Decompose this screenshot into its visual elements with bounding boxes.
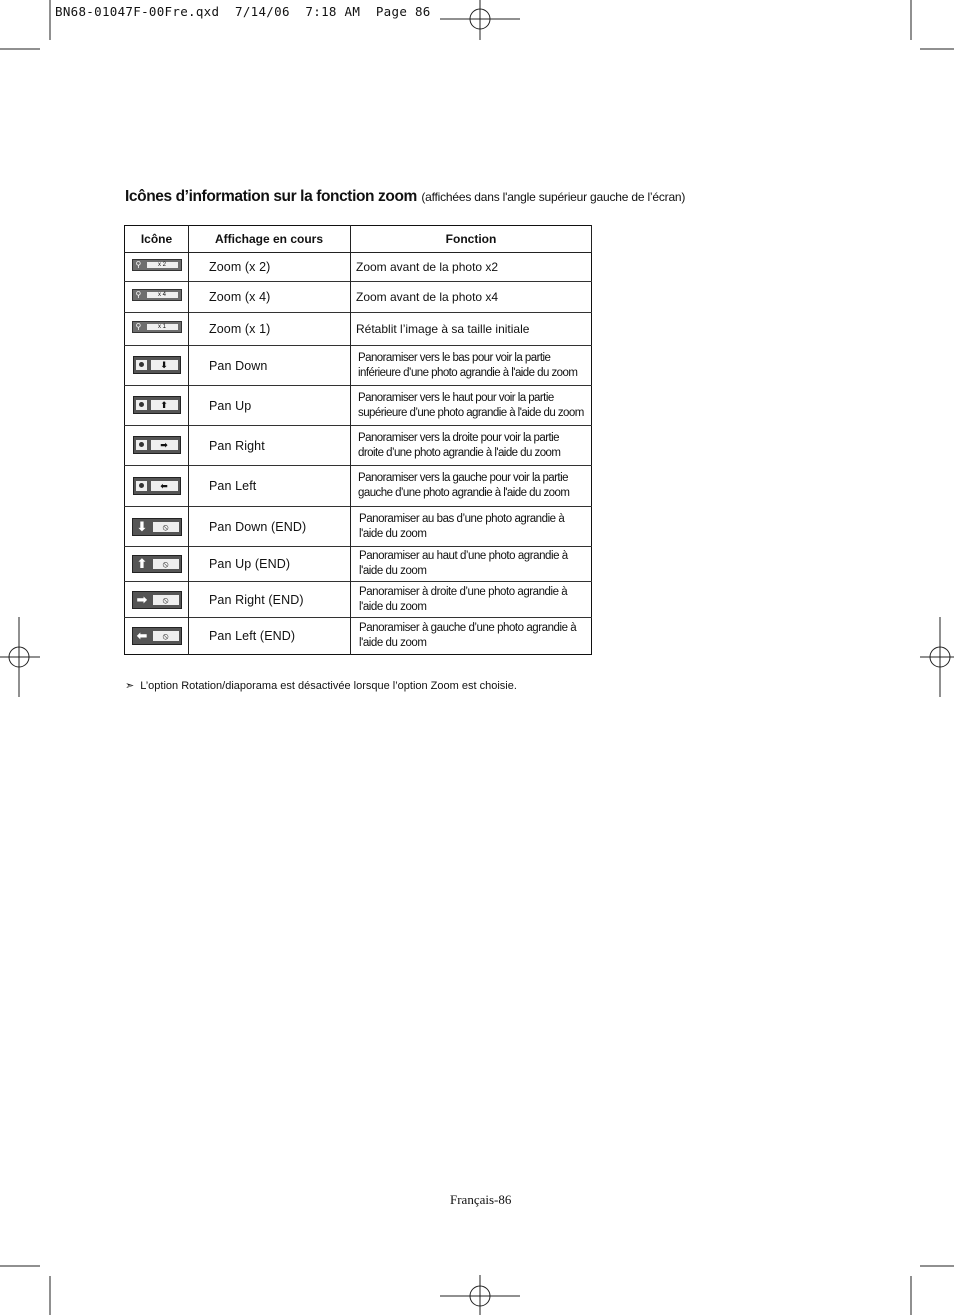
arrow-right-icon: ➡ xyxy=(151,440,178,450)
function-cell xyxy=(351,386,592,426)
zoom-x2-icon xyxy=(132,259,182,271)
table-row xyxy=(125,346,592,386)
function-text-line-1: Panoramiser à droite d’une photo agrandie à xyxy=(359,585,568,598)
table-row xyxy=(125,313,592,346)
function-text: Zoom avant de la photo x2 xyxy=(356,259,499,274)
zoom-x4-icon xyxy=(132,289,182,301)
column-header-function: Fonction xyxy=(351,226,592,253)
display-cell: Zoom (x 2) xyxy=(189,253,351,282)
note xyxy=(125,679,517,692)
function-cell xyxy=(351,582,592,618)
table-row xyxy=(125,466,592,507)
table-row xyxy=(125,582,592,618)
print-slug: BN68-01047F-00Fre.qxd 7/14/06 7:18 AM Page 86 xyxy=(55,4,431,19)
function-text-line-2: droite d’une photo agrandie à l'aide du zoom xyxy=(358,446,561,459)
display-cell: Pan Left (END) xyxy=(189,618,351,655)
display-cell: Zoom (x 1) xyxy=(189,313,351,346)
function-text-line-1: Panoramiser vers le haut pour voir la partie xyxy=(358,391,554,404)
magnifier-icon: ⚲ xyxy=(135,322,142,331)
function-cell xyxy=(351,507,592,547)
function-text-line-2: l'aide du zoom xyxy=(359,600,427,613)
function-cell xyxy=(351,426,592,466)
pan-down-end-icon xyxy=(132,518,182,536)
note-arrow-icon: ➣ xyxy=(125,680,135,692)
pan-right-icon xyxy=(133,436,181,454)
arrow-right-icon: ➡ xyxy=(136,591,148,607)
no-entry-icon: ⦸ xyxy=(153,522,179,532)
display-cell: Pan Right (END) xyxy=(189,582,351,618)
table-row xyxy=(125,386,592,426)
function-text-line-2: l'aide du zoom xyxy=(359,637,427,649)
function-text-line-1: Panoramiser à gauche d’une photo agrandie à xyxy=(359,622,577,634)
pan-up-icon xyxy=(133,396,181,414)
display-cell: Pan Down xyxy=(189,346,351,386)
pan-up-end-icon xyxy=(132,555,182,573)
display-cell: Pan Left xyxy=(189,466,351,507)
note-text: L’option Rotation/diaporama est désactivée lorsque l’option Zoom est choisie. xyxy=(140,680,517,692)
function-text-line-2: supérieure d’une photo agrandie à l'aide du zoom xyxy=(358,406,584,419)
function-text-line-1: Panoramiser au haut d’une photo agrandie à xyxy=(359,550,568,562)
arrow-up-icon: ⬆ xyxy=(151,400,178,410)
function-cell xyxy=(351,253,592,282)
no-entry-icon: ⦸ xyxy=(153,559,179,569)
heading-subtitle: (affichées dans l'angle supérieur gauche de l’écran) xyxy=(421,190,686,204)
magnifier-icon: ⚲ xyxy=(135,260,142,269)
pan-right-end-icon xyxy=(132,591,182,609)
column-header-icon: Icône xyxy=(125,226,189,253)
arrow-down-icon: ⬇ xyxy=(151,360,178,370)
table-row xyxy=(125,547,592,582)
camera-icon xyxy=(136,440,147,450)
function-cell xyxy=(351,346,592,386)
zoom-level-label: x 2 xyxy=(147,262,178,268)
table-row xyxy=(125,282,592,313)
page-number: Français-86 xyxy=(450,1192,512,1207)
display-cell: Zoom (x 4) xyxy=(189,282,351,313)
function-text-line-1: Panoramiser vers la gauche pour voir la partie xyxy=(358,472,568,484)
magnifier-icon: ⚲ xyxy=(135,290,142,299)
function-text: Rétablit l’image à sa taille initiale xyxy=(356,321,530,336)
pan-left-icon xyxy=(133,477,181,495)
function-text-line-1: Panoramiser vers le bas pour voir la partie xyxy=(358,351,551,364)
section-heading xyxy=(125,188,685,206)
function-text-line-2: inférieure d’une photo agrandie à l'aide du zoom xyxy=(358,366,578,379)
function-cell xyxy=(351,618,592,655)
function-text-line-2: l'aide du zoom xyxy=(359,527,427,540)
table-header-row xyxy=(125,226,592,253)
zoom-level-label: x 1 xyxy=(147,324,178,330)
function-cell xyxy=(351,466,592,507)
table-row xyxy=(125,426,592,466)
table-row xyxy=(125,253,592,282)
zoom-level-label: x 4 xyxy=(147,292,178,298)
function-cell xyxy=(351,282,592,313)
arrow-down-icon: ⬇ xyxy=(136,518,148,534)
function-text-line-2: gauche d’une photo agrandie à l'aide du zoom xyxy=(358,487,570,499)
display-cell: Pan Right xyxy=(189,426,351,466)
display-cell: Pan Up xyxy=(189,386,351,426)
display-cell: Pan Up (END) xyxy=(189,547,351,582)
table-row xyxy=(125,507,592,547)
display-cell: Pan Down (END) xyxy=(189,507,351,547)
pan-down-icon xyxy=(133,356,181,374)
no-entry-icon: ⦸ xyxy=(153,631,179,641)
function-text-line-1: Panoramiser vers la droite pour voir la partie xyxy=(358,431,559,444)
function-text: Zoom avant de la photo x4 xyxy=(356,289,499,304)
column-header-display: Affichage en cours xyxy=(189,226,351,253)
camera-icon xyxy=(136,400,147,410)
camera-icon xyxy=(136,481,147,491)
zoom-icons-table xyxy=(124,225,592,655)
arrow-up-icon: ⬆ xyxy=(136,556,148,571)
function-cell xyxy=(351,547,592,582)
camera-icon xyxy=(136,360,147,370)
arrow-left-icon: ⬅ xyxy=(136,628,148,643)
function-cell xyxy=(351,313,592,346)
arrow-left-icon: ⬅ xyxy=(151,481,178,491)
heading-title: Icônes d’information sur la fonction zoom xyxy=(125,188,417,205)
no-entry-icon: ⦸ xyxy=(153,595,179,605)
pan-left-end-icon xyxy=(132,627,182,645)
function-text-line-1: Panoramiser au bas d’une photo agrandie à xyxy=(359,512,565,525)
function-text-line-2: l'aide du zoom xyxy=(359,565,427,577)
zoom-x1-icon xyxy=(132,321,182,333)
table-row xyxy=(125,618,592,655)
